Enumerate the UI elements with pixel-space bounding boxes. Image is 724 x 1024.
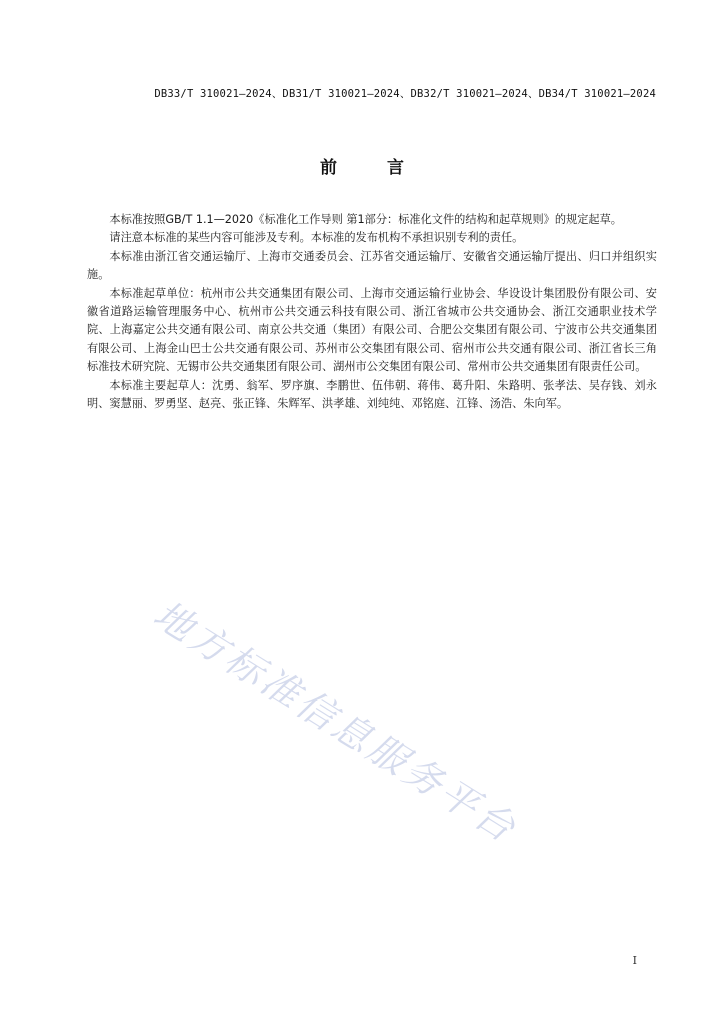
foreword-body [87, 211, 657, 413]
watermark: 地方标准信息服务平台 [145, 592, 526, 852]
paragraph-drafting-units: 本标准起草单位：杭州市公共交通集团有限公司、上海市交通运输行业协会、华设设计集团股份有限公司、安徽省道路运输管理服务中心、杭州市公共交通云科技有限公司、浙江省城市公共交通协会、浙江交通职业技术学院、上海嘉定公共交通有限公司、南京公共交通（集团）有限公司、合肥公交集团有限公司、宁波市公共交通集团有限公司、上海金山巴士公共交通有限公司、苏州市公交集团有限公司、宿州市公共交通有限公司、浙江省长三角标准技术研究院、无锡市公共交通集团有限公司、湖州市公交集团有限公司、常州市公共交通集团有限责任公司。 [87, 286, 657, 374]
paragraph-main-drafters: 本标准主要起草人：沈勇、翁军、罗序旗、李鹏世、伍伟朝、蒋伟、葛升阳、朱路明、张孝法、吴存钱、刘永明、窦慧丽、罗勇坚、赵亮、张正锋、朱辉军、洪孝雄、刘纯纯、邓铭庭、江锋、汤浩、朱向军。 [87, 378, 657, 411]
paragraph-drafting-rules: 本标准按照GB/T 1.1—2020《标准化工作导则 第1部分：标准化文件的结构和起草规则》的规定起草。 [109, 213, 622, 226]
paragraph-proposing-authority: 本标准由浙江省交通运输厅、上海市交通委员会、江苏省交通运输厅、安徽省交通运输厅提出、归口并组织实施。 [87, 249, 657, 282]
page-title: 前 言 [320, 158, 426, 178]
standard-code-header: DB33/T 310021—2024、DB31/T 310021—2024、DB32/T 310021—2024、DB34/T 310021—2024 [154, 88, 656, 100]
page-number: I [632, 954, 637, 967]
paragraph-patent-notice: 请注意本标准的某些内容可能涉及专利。本标准的发布机构不承担识别专利的责任。 [109, 231, 524, 245]
